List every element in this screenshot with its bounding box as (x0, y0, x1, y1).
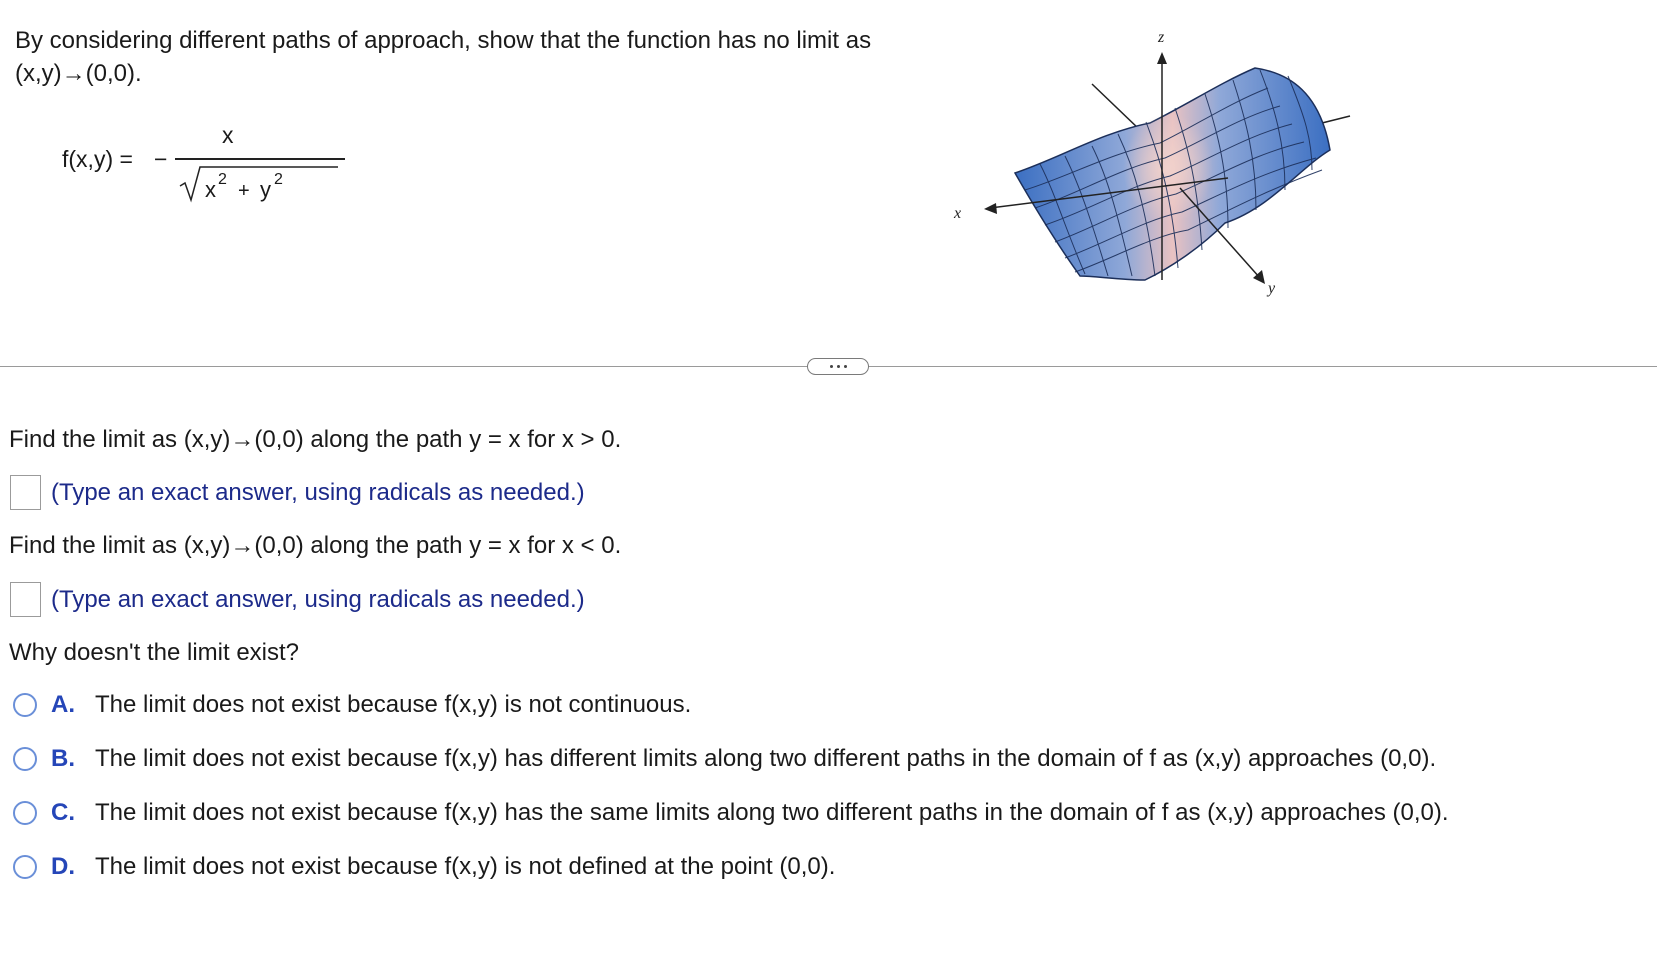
axis-line-back (1092, 84, 1140, 130)
part2-answer-input[interactable] (10, 582, 41, 617)
denominator-plus: + (238, 180, 250, 202)
choice-d[interactable] (13, 853, 835, 881)
x-axis-arrowhead (984, 203, 997, 214)
function-formula (62, 118, 322, 208)
formula-numerator: x (222, 122, 234, 148)
part1-answer-input[interactable] (10, 475, 41, 510)
x-axis-label: x (954, 205, 962, 222)
part2-hint: (Type an exact answer, using radicals as needed.) (51, 585, 585, 613)
part2-answer-row (10, 582, 585, 617)
formula-sign: − (154, 146, 168, 172)
more-dot (837, 365, 840, 368)
more-dot (844, 365, 847, 368)
more-options-button[interactable] (807, 358, 869, 375)
choice-c[interactable] (13, 799, 1449, 827)
choice-c-text: The limit does not exist because f(x,y) has the same limits along two different paths in the domain of f as (x,y) approaches (0,0). (95, 799, 1449, 826)
choice-a[interactable] (13, 691, 691, 719)
instruction-line-1: By considering different paths of approach, show that the function has no limit as (15, 27, 872, 54)
choice-d-text: The limit does not exist because f(x,y) is not defined at the point (0,0). (95, 853, 836, 880)
choice-b-radio[interactable] (13, 747, 37, 771)
radical-sign (180, 167, 338, 200)
choice-c-radio[interactable] (13, 801, 37, 825)
denominator-y: y (260, 177, 271, 202)
fraction-bar (175, 158, 345, 160)
choice-a-radio[interactable] (13, 693, 37, 717)
choice-b-letter: B. (51, 745, 75, 772)
choice-c-letter: C. (51, 799, 75, 826)
choice-d-radio[interactable] (13, 855, 37, 879)
part2-prompt: Find the limit as (x,y)→(0,0) along the path y = x for x < 0. (9, 532, 622, 559)
choice-d-letter: D. (51, 853, 75, 880)
part3-prompt: Why doesn't the limit exist? (9, 639, 300, 666)
choice-b-text: The limit does not exist because f(x,y) has different limits along two different paths in the domain of f as (x,y) approaches (0,0). (95, 745, 1437, 772)
instruction-line-2: (x,y)→(0,0). (15, 60, 142, 87)
surface-plot-figure (954, 18, 1450, 318)
formula-lhs: f(x,y) = (62, 146, 133, 172)
denominator-x-exponent: 2 (218, 171, 227, 188)
y-axis-label: y (1268, 280, 1276, 297)
denominator-y-exponent: 2 (274, 171, 283, 188)
denominator-x: x (205, 177, 216, 202)
square-root-denominator (178, 162, 338, 204)
z-axis-label: z (1158, 29, 1165, 46)
choice-a-text: The limit does not exist because f(x,y) is not continuous. (95, 691, 692, 718)
more-horizontal-icon (830, 365, 833, 368)
z-axis-arrowhead (1157, 52, 1167, 64)
part1-hint: (Type an exact answer, using radicals as needed.) (51, 478, 585, 506)
choice-b[interactable] (13, 745, 1436, 773)
part1-prompt: Find the limit as (x,y)→(0,0) along the path y = x for x > 0. (9, 426, 622, 453)
choice-a-letter: A. (51, 691, 75, 718)
question-instruction (15, 24, 975, 90)
part1-answer-row (10, 475, 585, 510)
